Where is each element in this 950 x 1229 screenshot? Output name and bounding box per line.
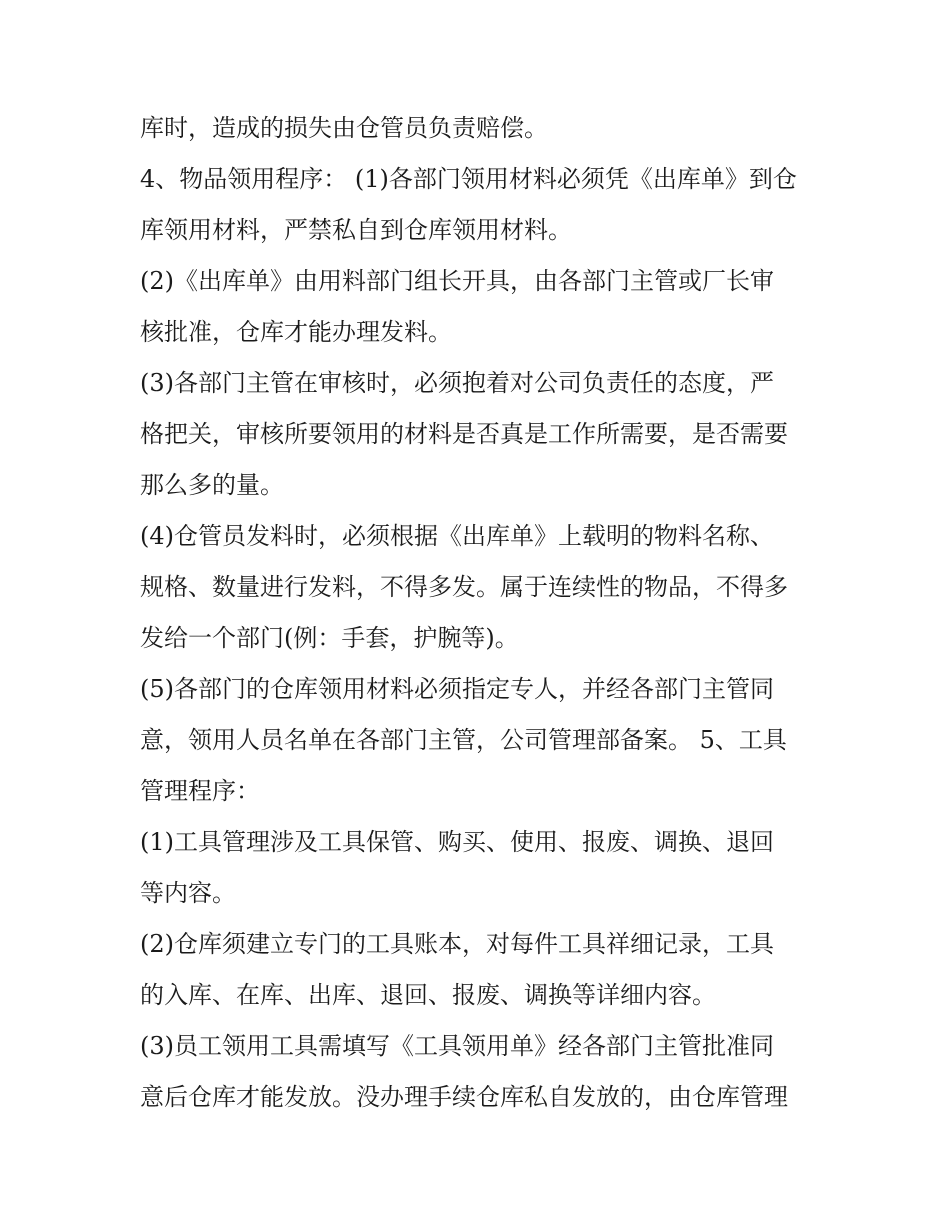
text-line: 意，领用人员名单在各部门主管，公司管理部备案。 5、工具 <box>140 726 787 754</box>
text-line: (3)各部门主管在审核时，必须抱着对公司负责任的态度，严 <box>140 369 774 397</box>
text-line: 核批准，仓库才能办理发料。 <box>140 318 452 346</box>
text-line: (5)各部门的仓库领用材料必须指定专人，并经各部门主管同 <box>140 675 774 703</box>
text-line: 的入库、在库、出库、退回、报废、调换等详细内容。 <box>140 981 716 1009</box>
text-line: 那么多的量。 <box>140 471 284 499</box>
text-line: (2)《出库单》由用料部门组长开具，由各部门主管或厂长审 <box>140 267 774 295</box>
text-line: 规格、数量进行发料，不得多发。属于连续性的物品，不得多 <box>140 573 788 601</box>
text-line: (2)仓库须建立专门的工具账本，对每件工具祥细记录，工具 <box>140 930 774 958</box>
text-line: 格把关，审核所要领用的材料是否真是工作所需要，是否需要 <box>140 420 788 448</box>
text-line: 4、物品领用程序： (1)各部门领用材料必须凭《出库单》到仓 <box>140 165 797 193</box>
text-line: 发给一个部门(例：手套，护腕等)。 <box>140 624 519 652</box>
text-line: 管理程序： <box>140 777 260 805</box>
text-line: (3)员工领用工具需填写《工具领用单》经各部门主管批准同 <box>140 1032 774 1060</box>
text-line: (4)仓管员发料时，必须根据《出库单》上载明的物料名称、 <box>140 522 774 550</box>
text-line: 库领用材料，严禁私自到仓库领用材料。 <box>140 216 572 244</box>
text-line: (1)工具管理涉及工具保管、购买、使用、报废、调换、退回 <box>140 828 774 856</box>
text-line: 意后仓库才能发放。没办理手续仓库私自发放的，由仓库管理 <box>140 1083 788 1111</box>
text-line: 库时，造成的损失由仓管员负责赔偿。 <box>140 114 548 142</box>
text-line: 等内容。 <box>140 879 236 907</box>
